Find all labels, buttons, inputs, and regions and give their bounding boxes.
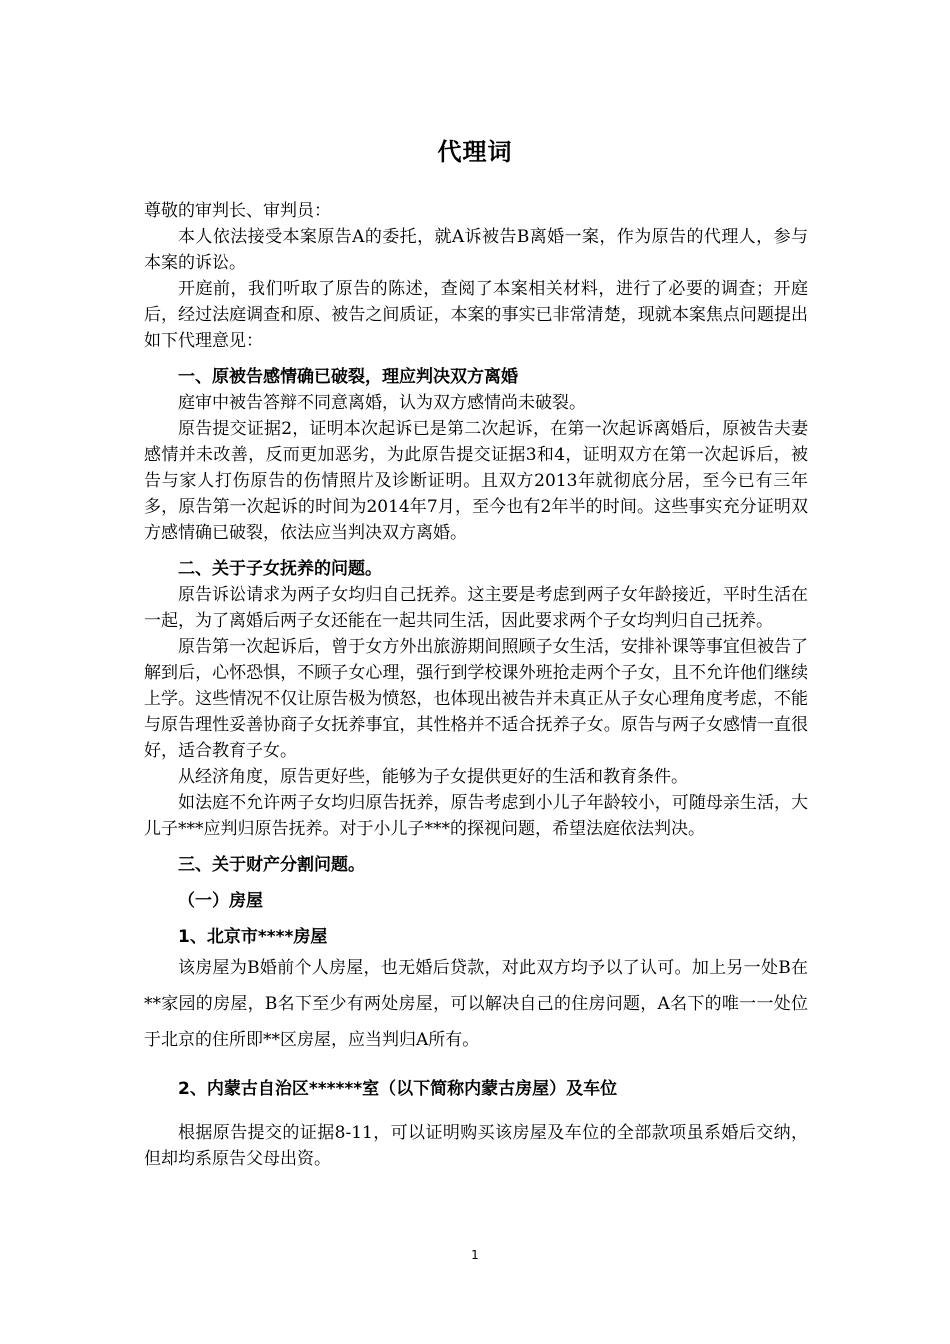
page-number: 1 [471, 1248, 479, 1262]
section-1-paragraph-1: 庭审中被告答辩不同意离婚，认为双方感情尚未破裂。 [178, 393, 586, 413]
section-2-paragraph-4: 如法庭不允许两子女均归原告抚养，原告考虑到小儿子年龄较小，可随母亲生活，大儿子***应判归原告抚养。对于小儿子***的探视问题，希望法庭依法判决。 [144, 793, 808, 839]
section-3-item-2-text: 根据原告提交的证据8-11，可以证明购买该房屋及车位的全部款项虽系婚后交纳，但却均系原告父母出资。 [144, 1123, 808, 1169]
section-3-sub-heading-houses: （一）房屋 [178, 891, 263, 911]
salutation: 尊敬的审判长、审判员： [144, 201, 331, 221]
section-3-item-2-heading: 2、内蒙古自治区******室（以下简称内蒙古房屋）及车位 [178, 1079, 618, 1099]
section-3-item-1-text: 该房屋为B婚前个人房屋，也无婚后贷款，对此双方均予以了认可。加上另一处B在**家园的房屋，B名下至少有两处房屋，可以解决自己的住房问题，A名下的唯一一处位于北京的住所即**区房屋，应当判归A所有。 [144, 958, 808, 1050]
section-3-heading: 三、关于财产分割问题。 [178, 855, 365, 875]
document-title: 代理词 [437, 138, 513, 166]
section-2-heading: 二、关于子女抚养的问题。 [178, 559, 382, 579]
section-2-paragraph-2: 原告第一次起诉后，曾于女方外出旅游期间照顾子女生活，安排补课等事宜但被告了解到后，心怀恐惧，不顾子女心理，强行到学校课外班抢走两个子女，且不允许他们继续上学。这些情况不仅让原告极为愤怒，也体现出被告并未真正从子女心理角度考虑，不能与原告理性妥善协商子女抚养事宜，其性格并不适合抚养子女。原告与两子女感情一直很好，适合教育子女。 [144, 637, 808, 761]
section-1-heading: 一、原被告感情确已破裂，理应判决双方离婚 [178, 367, 518, 387]
section-1-paragraph-2: 原告提交证据2，证明本次起诉已是第二次起诉，在第一次起诉离婚后，原被告夫妻感情并未改善，反而更加恶劣，为此原告提交证据3和4，证明双方在第一次起诉后，被告与家人打伤原告的伤情照片及诊断证明。且双方2013年就彻底分居，至今已有三年多，原告第一次起诉的时间为2014年7月，至今也有2年半的时间。这些事实充分证明双方感情确已破裂，依法应当判决双方离婚。 [144, 419, 808, 543]
section-3-item-1-heading: 1、北京市****房屋 [178, 927, 328, 947]
intro-paragraph-2: 开庭前，我们听取了原告的陈述，查阅了本案相关材料，进行了必要的调查；开庭后，经过法庭调查和原、被告之间质证，本案的事实已非常清楚，现就本案焦点问题提出如下代理意见： [144, 279, 808, 351]
intro-paragraph-1: 本人依法接受本案原告A的委托，就A诉被告B离婚一案，作为原告的代理人，参与本案的诉讼。 [144, 227, 808, 273]
section-2-paragraph-3: 从经济角度，原告更好些，能够为子女提供更好的生活和教育条件。 [178, 767, 688, 787]
section-2-paragraph-1: 原告诉讼请求为两子女均归自己抚养。这主要是考虑到两子女年龄接近，平时生活在一起，为了离婚后两子女还能在一起共同生活，因此要求两个子女均判归自己抚养。 [144, 585, 808, 631]
document-body [144, 198, 808, 1172]
